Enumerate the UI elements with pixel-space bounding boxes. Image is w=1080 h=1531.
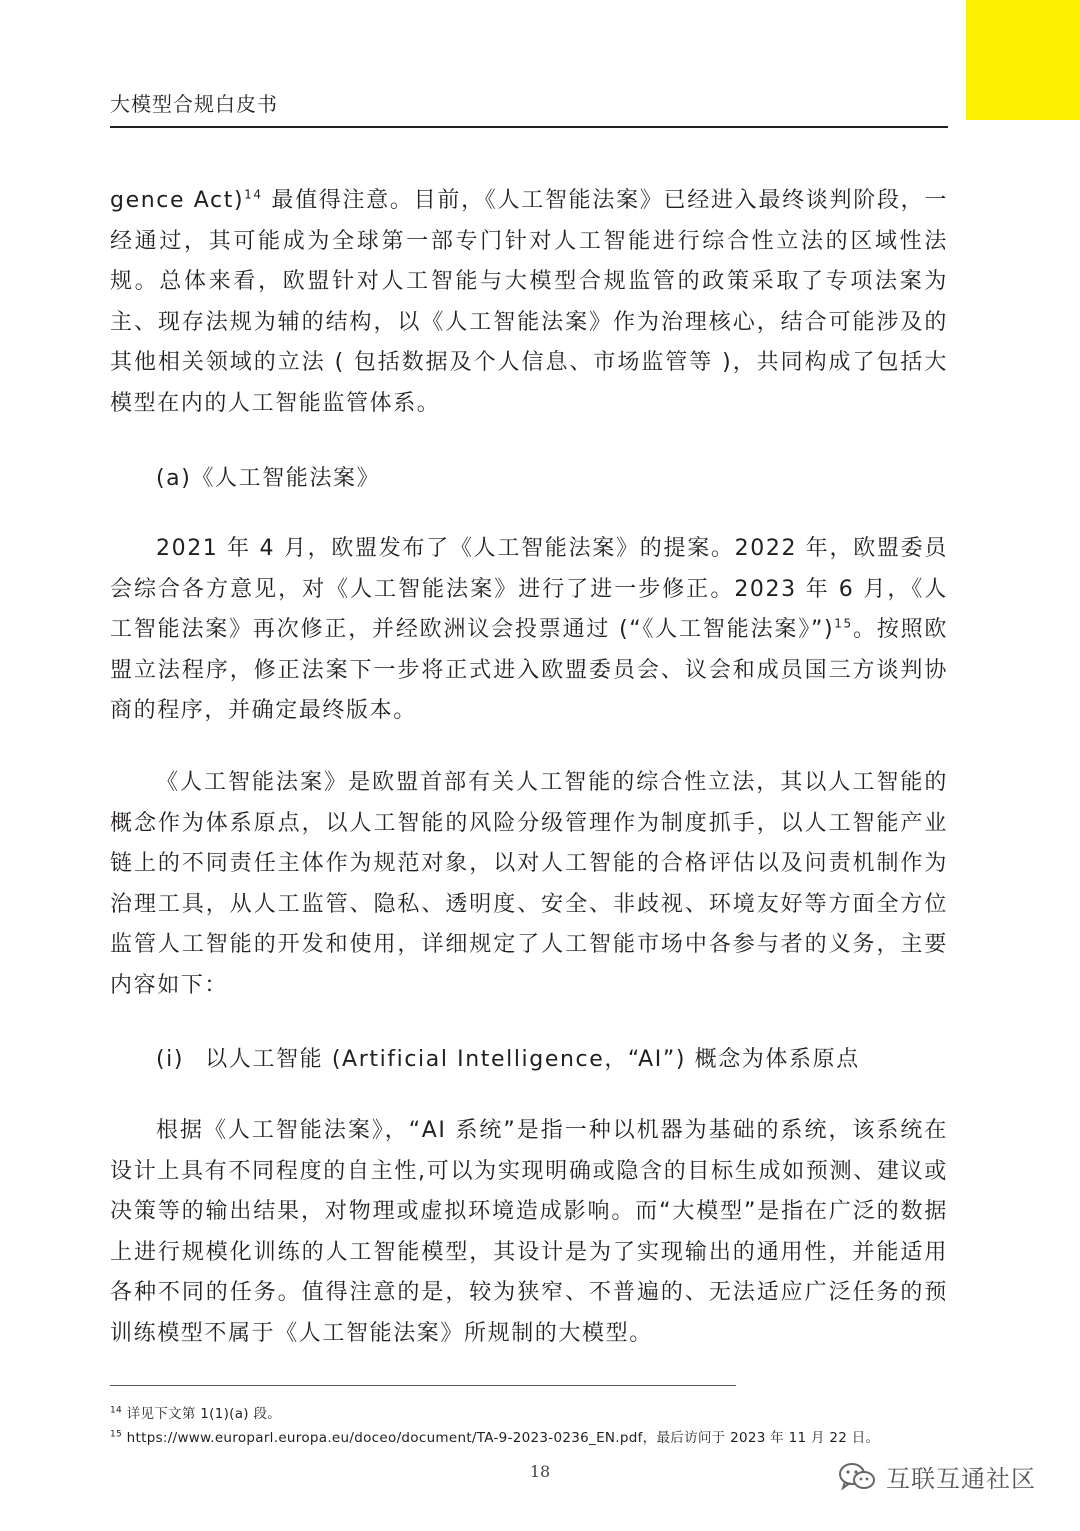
paragraph-2 bbox=[110, 529, 948, 732]
footnote-14-text: 详见下文第 1(1)(a) 段。 bbox=[122, 1406, 282, 1422]
footnote-15-mark: 15 bbox=[110, 1429, 123, 1440]
watermark bbox=[838, 1459, 1036, 1494]
p1-rest: 最值得注意。目前，《人工智能法案》已经进入最终谈判阶段，一经通过，其可能成为全球第一部专门针对人工智能进行综合性立法的区域性法规。总体来看，欧盟针对人工智能与大模型合规监管的政策采取了专项法案为主、现存法规为辅的结构，以《人工智能法案》作为治理核心，结合可能涉及的其他相关领域的立法 ( 包括数据及个人信息、市场监管等 )，共同构成了包括大模型在内的人工智能监管体系。 bbox=[110, 188, 948, 416]
footnote-14-mark: 14 bbox=[110, 1405, 123, 1416]
paragraph-1 bbox=[110, 181, 948, 424]
page-number: 18 bbox=[529, 1462, 551, 1481]
p4-text: 根据《人工智能法案》，“AI 系统”是指一种以机器为基础的系统，该系统在设计上具有不同程度的自主性,可以为实现明确或隐含的目标生成如预测、建议或决策等的输出结果，对物理或虚拟环境造成影响。而“大模型”是指在广泛的数据上进行规模化训练的人工智能模型，其设计是为了实现输出的通用性，并能适用各种不同的任务。值得注意的是，较为狭窄、不普遍的、无法适应广泛任务的预训练模型不属于《人工智能法案》所规制的大模型。 bbox=[110, 1118, 948, 1346]
p2-start: 2021 年 4 月，欧盟发布了《人工智能法案》的提案。2022 年，欧盟委员会综合各方意见，对《人工智能法案》进行了进一步修正。2023 年 6 月，《人工智能法案》再次修正，并经欧洲议会投票通过 (“《人工智能法案》”) bbox=[110, 536, 948, 642]
footnote-14 bbox=[110, 1402, 281, 1422]
footnote-ref-15[interactable]: 15 bbox=[834, 616, 853, 631]
footnote-15 bbox=[110, 1426, 879, 1446]
paragraph-4 bbox=[110, 1111, 948, 1354]
header-rule bbox=[110, 126, 948, 128]
section-heading-a: (a)《人工智能法案》 bbox=[156, 466, 381, 491]
paragraph-3 bbox=[110, 763, 948, 1006]
p1-start: gence Act) bbox=[110, 188, 245, 213]
wechat-icon bbox=[838, 1462, 876, 1492]
p2-rest: 。按照欧盟立法程序，修正法案下一步将正式进入欧盟委员会、议会和成员国三方谈判协商的程序，并确定最终版本。 bbox=[110, 617, 949, 723]
p3-text: 《人工智能法案》是欧盟首部有关人工智能的综合性立法，其以人工智能的概念作为体系原点，以人工智能的风险分级管理作为制度抓手，以人工智能产业链上的不同责任主体作为规范对象，以对人工智能的合格评估以及问责机制作为治理工具，从人工监管、隐私、透明度、安全、非歧视、环境友好等方面全方位监管人工智能的开发和使用，详细规定了人工智能市场中各参与者的义务，主要内容如下： bbox=[110, 770, 948, 998]
footnote-rule bbox=[110, 1385, 736, 1386]
yellow-corner-tab bbox=[966, 0, 1080, 120]
watermark-text: 互联互通社区 bbox=[886, 1465, 1036, 1493]
footnote-15-text[interactable]: https://www.europarl.europa.eu/doceo/document/TA-9-2023-0236_EN.pdf，最后访问于 2023 年 11 月 22 日。 bbox=[122, 1430, 880, 1446]
footnote-ref-14[interactable]: 14 bbox=[244, 187, 263, 202]
running-header-title: 大模型合规白皮书 bbox=[110, 92, 278, 116]
section-heading-i: (i) 以人工智能 (Artificial Intelligence，“AI”) 概念为体系原点 bbox=[156, 1047, 860, 1072]
